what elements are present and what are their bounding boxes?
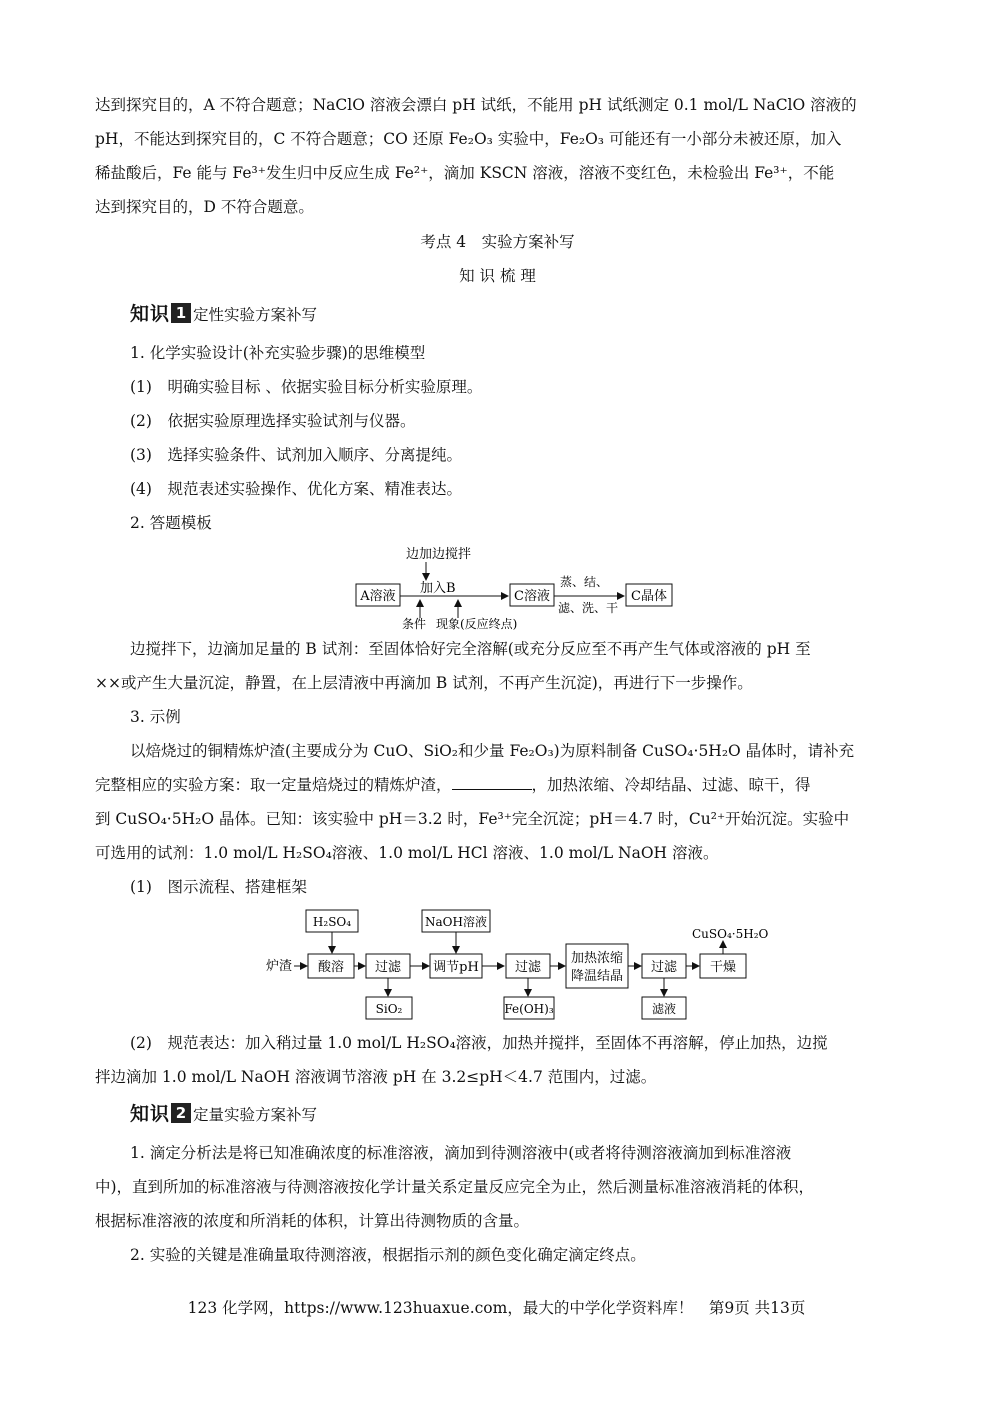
text-span: 完整相应的实验方案：取一定量焙烧过的精炼炉渣， [95, 776, 452, 794]
list-item: (4) 规范表述实验操作、优化方案、精准表达。 [130, 480, 462, 498]
paragraph-line: 中)，直到所加的标准溶液与待测溶液按化学计量关系定量反应完全为止，然后测量标准溶液消耗的体积， [95, 1178, 815, 1196]
box-filter-1-label: 过滤 [374, 960, 402, 975]
answer-blank [452, 775, 532, 790]
paragraph-line [95, 768, 900, 802]
paragraph-line: 到 CuSO₄·5H₂O 晶体。已知：该实验中 pH＝3.2 时，Fe³⁺完全沉淀；pH＝4.7 时，Cu²⁺开始沉淀。实验中 [95, 810, 850, 828]
paragraph-line: 达到探究目的，A 不符合题意；NaClO 溶液会漂白 pH 试纸，不能用 pH 试纸测定 0.1 mol/L NaClO 溶液的 [95, 96, 857, 114]
page-footer: 123 化学网，https://www.123huaxue.com，最大的中学化学资料库！ 第9页 共13页 [187, 1299, 806, 1317]
knowledge-number-badge: 1 [171, 303, 191, 323]
knowledge-number-badge: 2 [171, 1103, 191, 1123]
box-concentrate-label-2: 降温结晶 [570, 969, 624, 984]
knowledge-title: 定性实验方案补写 [193, 306, 318, 324]
paragraph-line: pH，不能达到探究目的，C 不符合题意；CO 还原 Fe₂O₃ 实验中，Fe₂O₃ 可能还有一小部分未被还原，加入 [95, 130, 842, 148]
diagram-label-add: 加入B [420, 581, 456, 596]
box-sio2-label: SiO₂ [375, 1002, 403, 1016]
box-feoh3-label: Fe(OH)₃ [504, 1002, 554, 1016]
paragraph-line: ××或产生大量沉淀，静置，在上层清液中再滴加 B 试剂，不再产生沉淀)，再进行下一步操作。 [95, 674, 753, 692]
answer-template-diagram [340, 540, 680, 632]
box-filter-3-label: 过滤 [650, 960, 678, 975]
diagram-label-condition: 条件 [402, 617, 427, 631]
list-item: (2) 依据实验原理选择实验试剂与仪器。 [130, 412, 416, 430]
flow-label-feed: 炉渣 [266, 959, 293, 974]
list-item: 2. 答题模板 [130, 514, 212, 532]
box-filtrate-label: 滤液 [651, 1002, 677, 1016]
paragraph-line: (2) 规范表达：加入稍过量 1.0 mol/L H₂SO₄溶液，加热并搅拌，至固体不再溶解，停止加热，边搅 [130, 1034, 828, 1052]
box-concentrate-label-1: 加热浓缩 [570, 951, 624, 966]
diagram-label-step2: 滤、洗、干 [558, 601, 619, 615]
diagram-label-phenomenon: 现象(反应终点) [436, 617, 518, 631]
flow-label-product: CuSO₄·5H₂O [692, 927, 769, 941]
paragraph-line: 1. 滴定分析法是将已知准确浓度的标准溶液，滴加到待测溶液中(或者将待测溶液滴加到标准溶液 [130, 1144, 792, 1162]
knowledge-badge: 知识 [130, 303, 171, 325]
list-item: (3) 选择实验条件、试剂加入顺序、分离提纯。 [130, 446, 462, 464]
box-acid-label: 酸溶 [317, 960, 345, 975]
section-subtitle: 知 识 梳 理 [459, 267, 536, 285]
box-a-label: A溶液 [360, 589, 396, 604]
diagram-label-step1: 蒸、结、 [560, 575, 609, 589]
knowledge-title: 定量实验方案补写 [193, 1106, 318, 1124]
section-title: 考点 4 实验方案补写 [420, 233, 575, 251]
text-span: ，加热浓缩、冷却结晶、过滤、晾干，得 [531, 776, 811, 794]
paragraph-line: 稀盐酸后，Fe 能与 Fe³⁺发生归中反应生成 Fe²⁺，滴加 KSCN 溶液，溶液不变红色，未检验出 Fe³⁺，不能 [95, 164, 835, 182]
list-item: 1. 化学实验设计(补充实验步骤)的思维模型 [130, 344, 426, 362]
paragraph-line: 边搅拌下，边滴加足量的 B 试剂：至固体恰好完全溶解(或充分反应至不再产生气体或溶液的 pH 至 [130, 640, 811, 658]
diagram-label-top: 边加边搅拌 [406, 547, 472, 562]
paragraph-line: 2. 实验的关键是准确量取待测溶液，根据指示剂的颜色变化确定滴定终点。 [130, 1246, 646, 1264]
list-item: (1) 图示流程、搭建框架 [130, 878, 307, 896]
knowledge-badge: 知识 [130, 1103, 171, 1125]
box-h2so4-label: H₂SO₄ [312, 915, 352, 929]
paragraph-line: 以焙烧过的铜精炼炉渣(主要成分为 CuO、SiO₂和少量 Fe₂O₃)为原料制备 CuSO₄·5H₂O 晶体时，请补充 [130, 742, 855, 760]
box-dry-label: 干燥 [709, 960, 737, 975]
paragraph-line: 达到探究目的，D 不符合题意。 [95, 198, 314, 216]
box-crystal-label: C晶体 [631, 589, 667, 604]
paragraph-line: 拌边滴加 1.0 mol/L NaOH 溶液调节溶液 pH 在 3.2≤pH＜4.7 范围内，过滤。 [95, 1068, 657, 1086]
box-filter-2-label: 过滤 [514, 960, 542, 975]
knowledge-1-heading [130, 296, 317, 326]
box-adjust-label: 调节pH [433, 960, 479, 975]
paragraph-line: 根据标准溶液的浓度和所消耗的体积，计算出待测物质的含量。 [95, 1212, 530, 1230]
paragraph-line: 可选用的试剂：1.0 mol/L H₂SO₄溶液、1.0 mol/L HCl 溶液、1.0 mol/L NaOH 溶液。 [95, 844, 719, 862]
box-naoh-label: NaOH溶液 [425, 915, 487, 929]
process-flow-diagram [262, 906, 772, 1022]
list-item: (1) 明确实验目标 、依据实验目标分析实验原理。 [130, 378, 483, 396]
box-c-label: C溶液 [514, 589, 550, 604]
knowledge-2-heading [130, 1096, 317, 1126]
list-item: 3. 示例 [130, 708, 181, 726]
